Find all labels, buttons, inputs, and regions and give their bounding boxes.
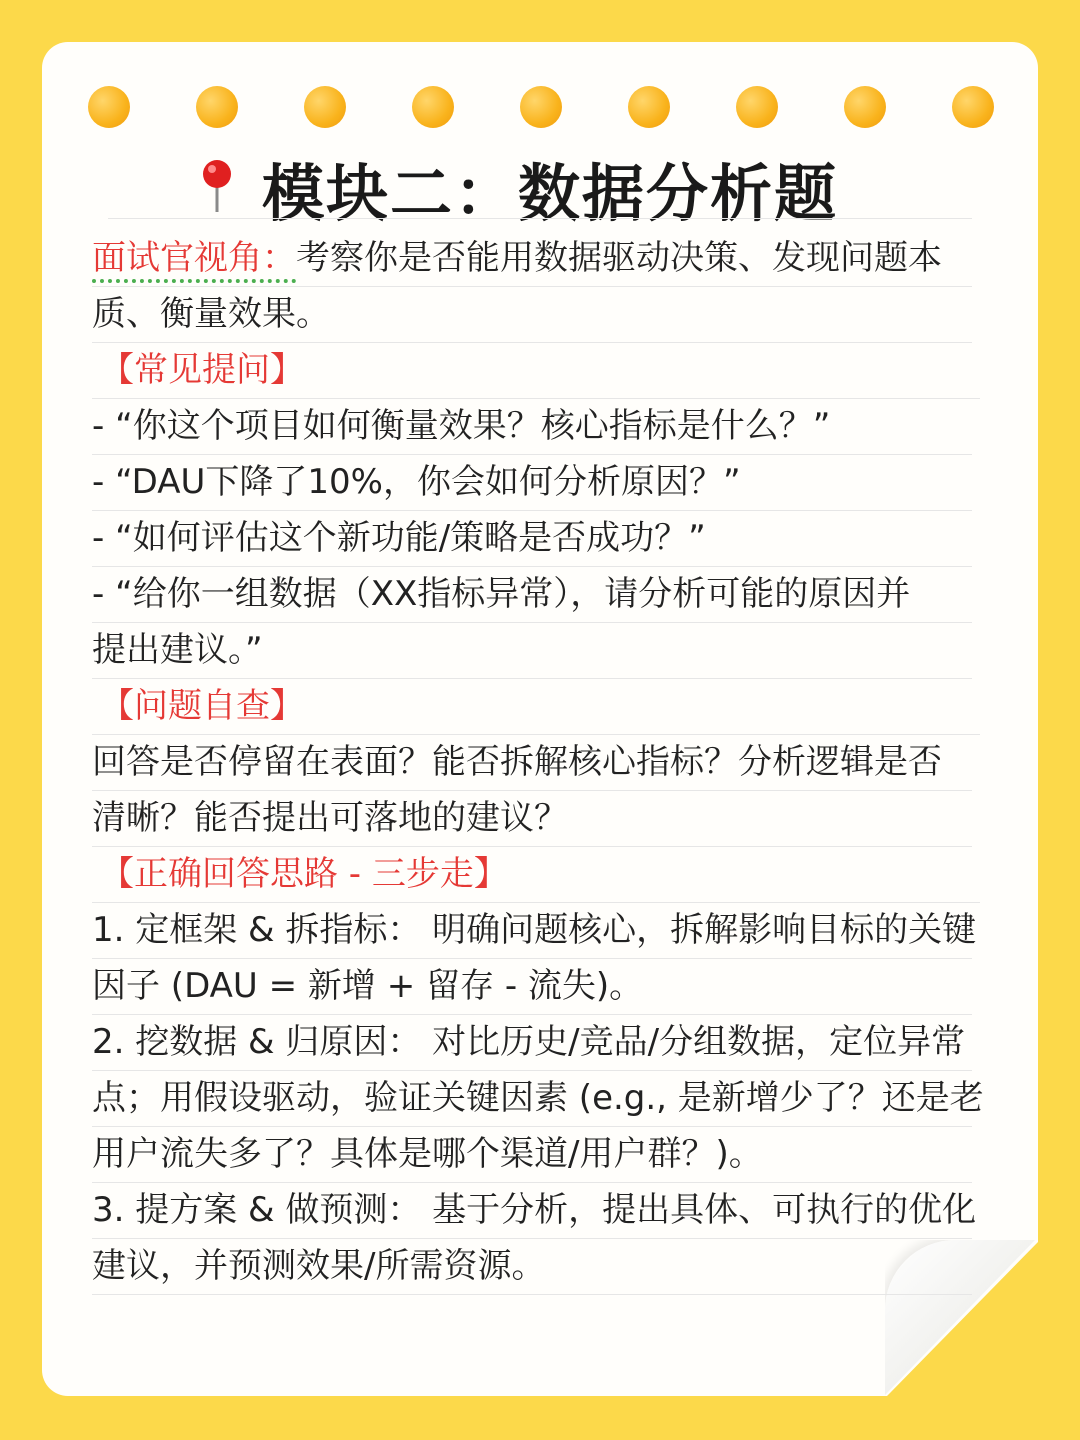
text-line [92,790,972,847]
page-title: 模块二：数据分析题 [262,157,839,230]
text-line [92,622,972,679]
text-line [92,1126,972,1183]
line-text: 因子 (DAU = 新增 + 留存 - 流失)。 [92,966,644,1006]
line-text: 提出建议。” [92,630,263,670]
binder-dot [952,86,994,128]
line-text: 3. 提方案 & 做预测： 基于分析，提出具体、可执行的优化 [92,1190,977,1230]
binder-dot [304,86,346,128]
line-text: 考察你是否能用数据驱动决策、发现问题本 [296,238,942,278]
text-line [92,454,972,511]
text-line [92,510,972,567]
binder-dot [412,86,454,128]
section-heading [92,342,980,399]
text-line [92,566,972,623]
text-line [92,286,972,343]
line-text: 质、衡量效果。 [92,294,330,334]
line-text: - “你这个项目如何衡量效果？核心指标是什么？” [92,406,831,446]
divider [108,218,972,219]
line-text: - “给你一组数据（XX指标异常），请分析可能的原因并 [92,574,911,614]
line-text: 用户流失多了？具体是哪个渠道/用户群？)。 [92,1134,763,1174]
binder-dot [88,86,130,128]
text-line [92,958,972,1015]
text-line [92,1238,972,1295]
section-heading-text: 【正确回答思路 - 三步走】 [100,854,508,894]
binder-dot [628,86,670,128]
line-text: 2. 挖数据 & 归原因： 对比历史/竞品/分组数据，定位异常 [92,1022,966,1062]
binder-dot [196,86,238,128]
text-line [92,902,977,959]
interviewer-label: 面试官视角： [92,238,296,278]
section-heading-text: 【问题自查】 [100,686,304,726]
text-line [92,734,972,791]
text-line [92,230,972,287]
text-line [92,398,972,455]
section-heading [92,846,980,903]
text-line [92,1014,972,1071]
pin-icon [195,158,239,214]
text-line [92,1182,977,1239]
binder-dot [736,86,778,128]
line-text: 清晰？能否提出可落地的建议？ [92,798,568,838]
line-text: - “DAU下降了10%，你会如何分析原因？” [92,462,741,502]
line-text: 建议，并预测效果/所需资源。 [92,1246,546,1286]
section-heading-text: 【常见提问】 [100,350,304,390]
line-text: 点；用假设驱动，验证关键因素 (e.g., 是新增少了？还是老 [92,1078,984,1118]
text-line [92,1070,984,1127]
binder-dot [520,86,562,128]
section-heading [92,678,980,735]
line-text: 回答是否停留在表面？能否拆解核心指标？分析逻辑是否 [92,742,942,782]
binder-dots [0,86,1080,130]
line-text: - “如何评估这个新功能/策略是否成功？” [92,518,706,558]
binder-dot [844,86,886,128]
line-text: 1. 定框架 & 拆指标： 明确问题核心，拆解影响目标的关键 [92,910,977,950]
